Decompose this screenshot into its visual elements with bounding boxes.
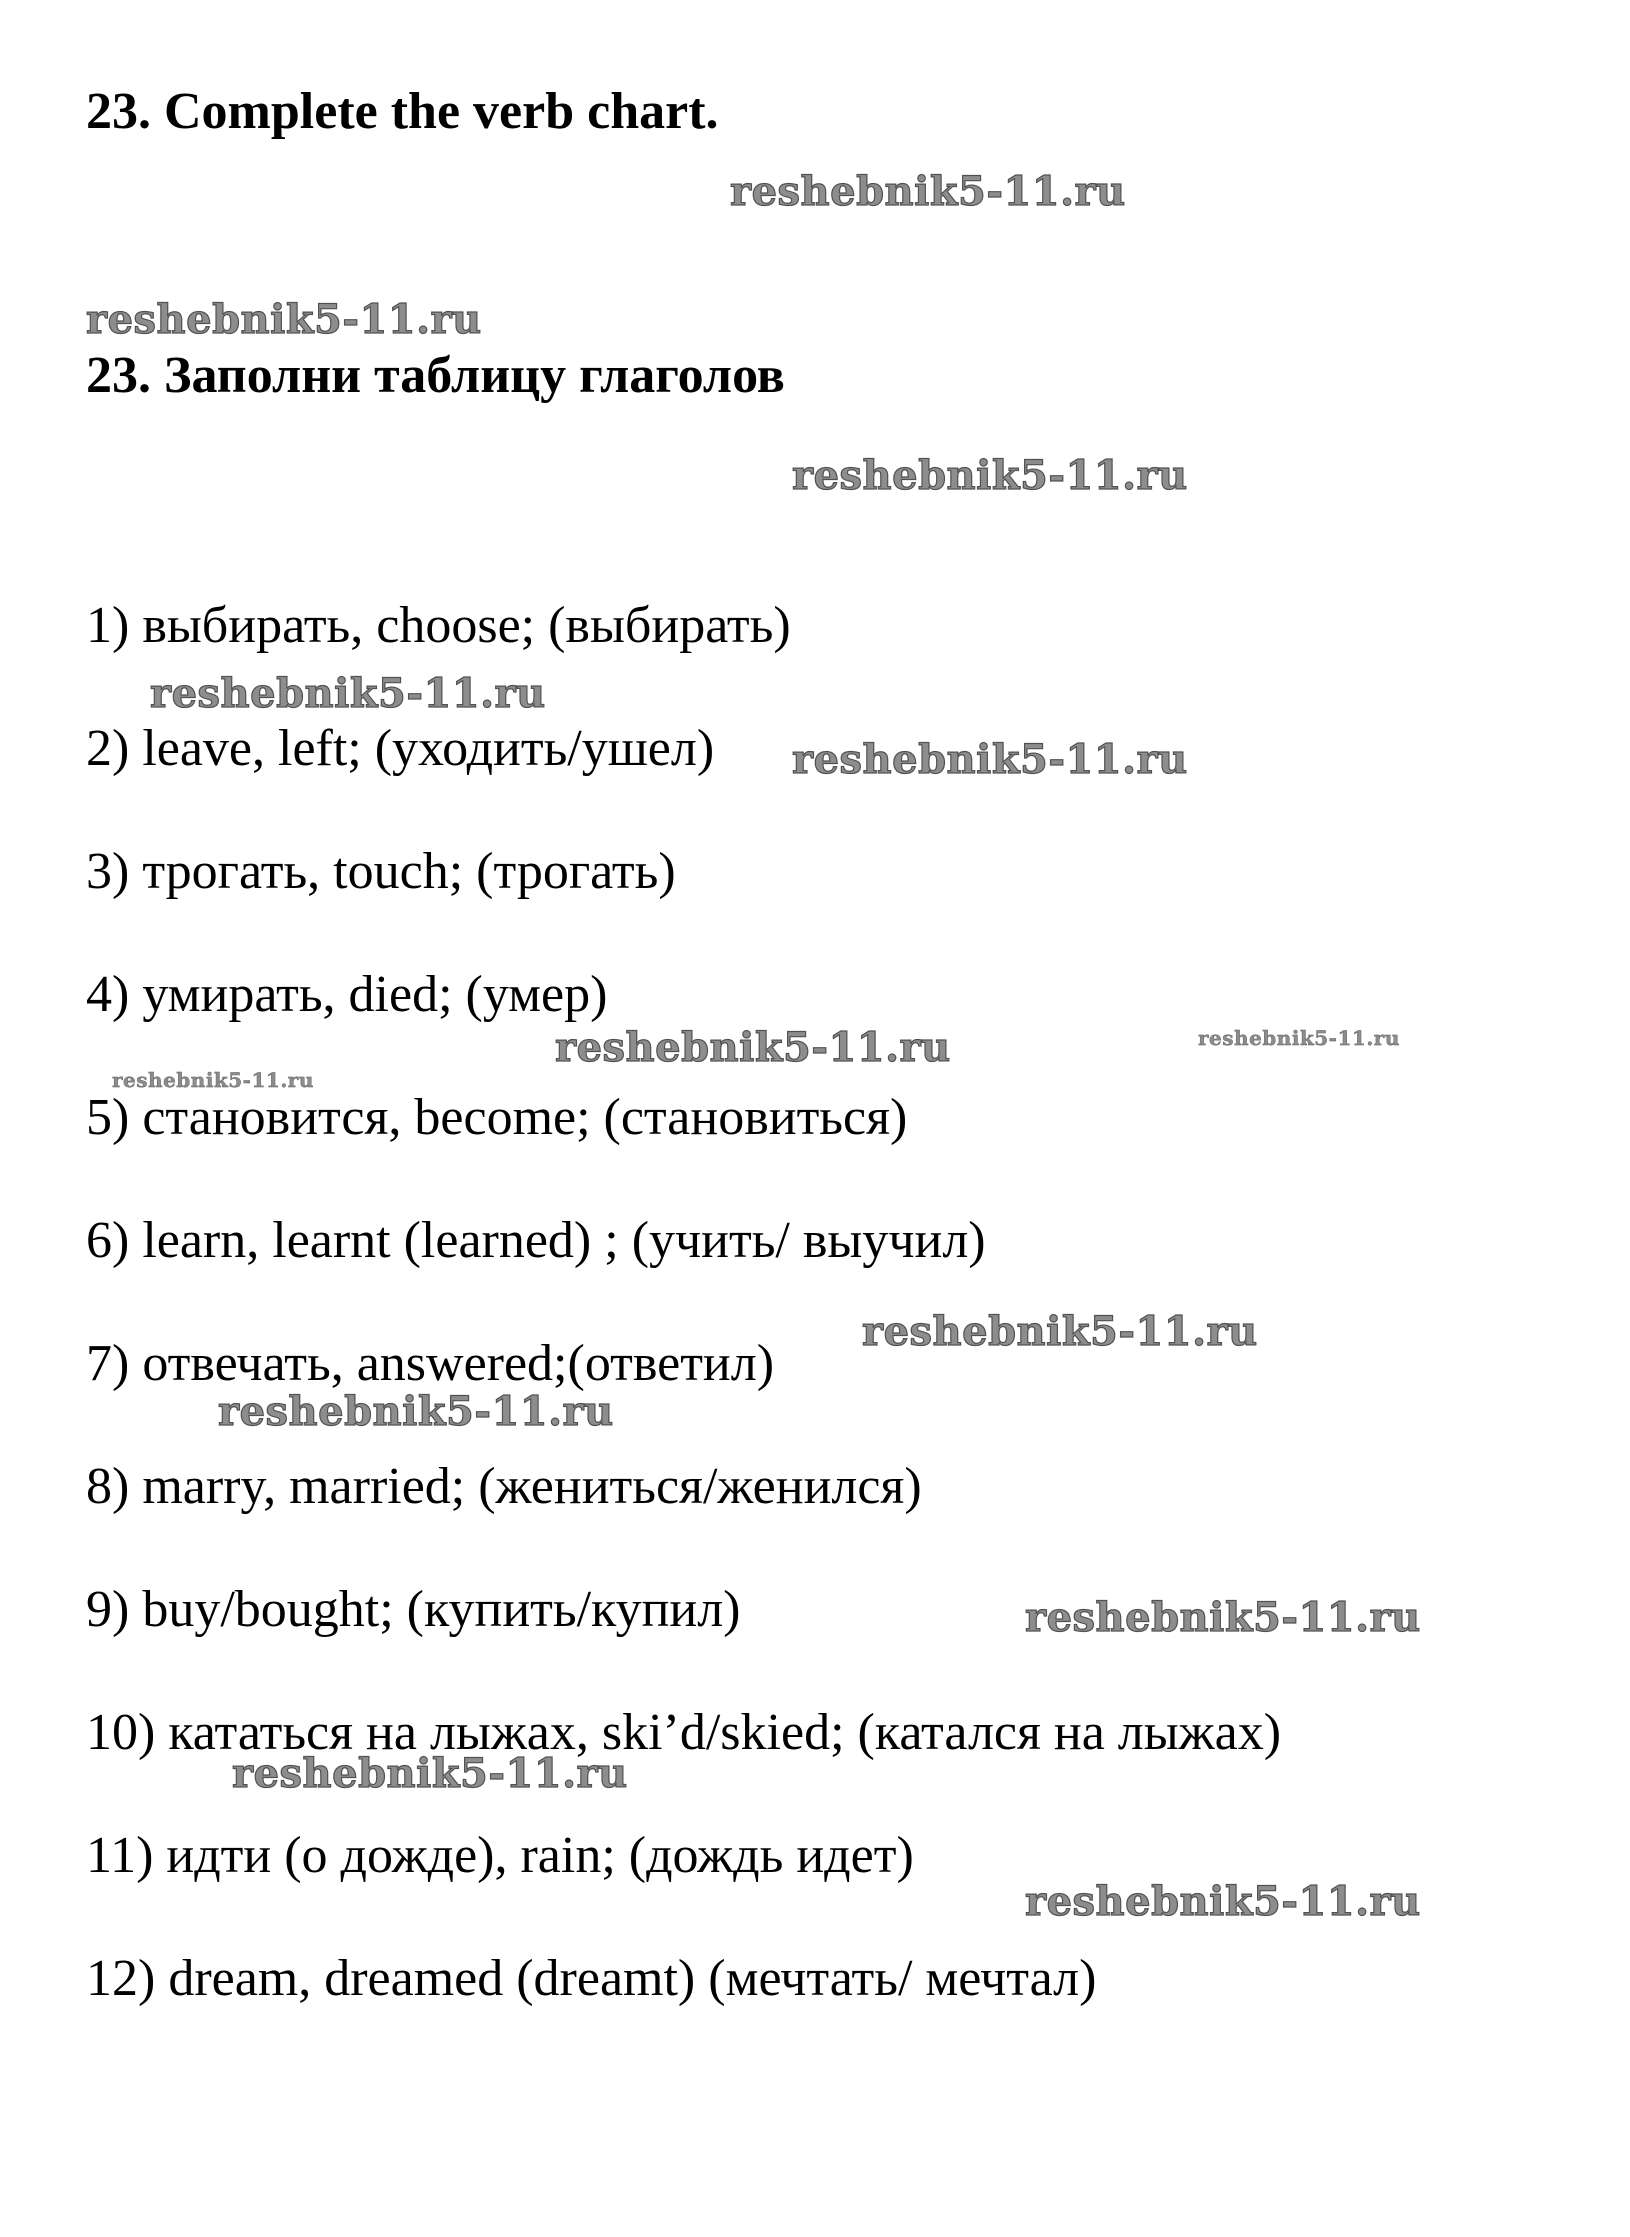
answer-item-1: 1) выбирать, choose; (выбирать) [86, 597, 791, 654]
watermark: reshebnik5-11.ru [86, 296, 482, 343]
answer-item-12: 12) dream, dreamed (dreamt) (мечтать/ мечтал) [86, 1950, 1097, 2007]
answer-item-2: 2) leave, left; (уходить/ушел) [86, 720, 715, 777]
watermark: reshebnik5-11.ru [218, 1388, 614, 1435]
answer-item-6: 6) learn, learnt (learned) ; (учить/ выучил) [86, 1212, 986, 1269]
answer-item-5: 5) становится, become; (становиться) [86, 1089, 908, 1146]
exercise-title-english: 23. Complete the verb chart. [86, 83, 719, 140]
watermark: reshebnik5-11.ru [555, 1024, 951, 1071]
watermark: reshebnik5-11.ru [1025, 1878, 1421, 1925]
watermark: reshebnik5-11.ru [792, 452, 1188, 499]
answer-item-7: 7) отвечать, answered;(ответил) [86, 1335, 775, 1392]
exercise-title-russian: 23. Заполни таблицу глаголов [86, 347, 785, 404]
watermark: reshebnik5-11.ru [792, 736, 1188, 783]
answer-item-11: 11) идти (о дожде), rain; (дождь идет) [86, 1827, 914, 1884]
watermark: reshebnik5-11.ru [1025, 1594, 1421, 1641]
watermark: reshebnik5-11.ru [862, 1308, 1258, 1355]
watermark: reshebnik5-11.ru [150, 670, 546, 717]
answer-item-10: 10) кататься на лыжах, ski’d/skied; (катался на лыжах) [86, 1704, 1282, 1761]
answer-item-8: 8) marry, married; (жениться/женился) [86, 1458, 922, 1515]
watermark: reshebnik5-11.ru [112, 1068, 314, 1092]
watermark: reshebnik5-11.ru [730, 168, 1126, 215]
answer-item-9: 9) buy/bought; (купить/купил) [86, 1581, 741, 1638]
answer-item-3: 3) трогать, touch; (трогать) [86, 843, 676, 900]
watermark: reshebnik5-11.ru [232, 1750, 628, 1797]
watermark: reshebnik5-11.ru [1198, 1026, 1400, 1050]
answer-item-4: 4) умирать, died; (умер) [86, 966, 608, 1023]
